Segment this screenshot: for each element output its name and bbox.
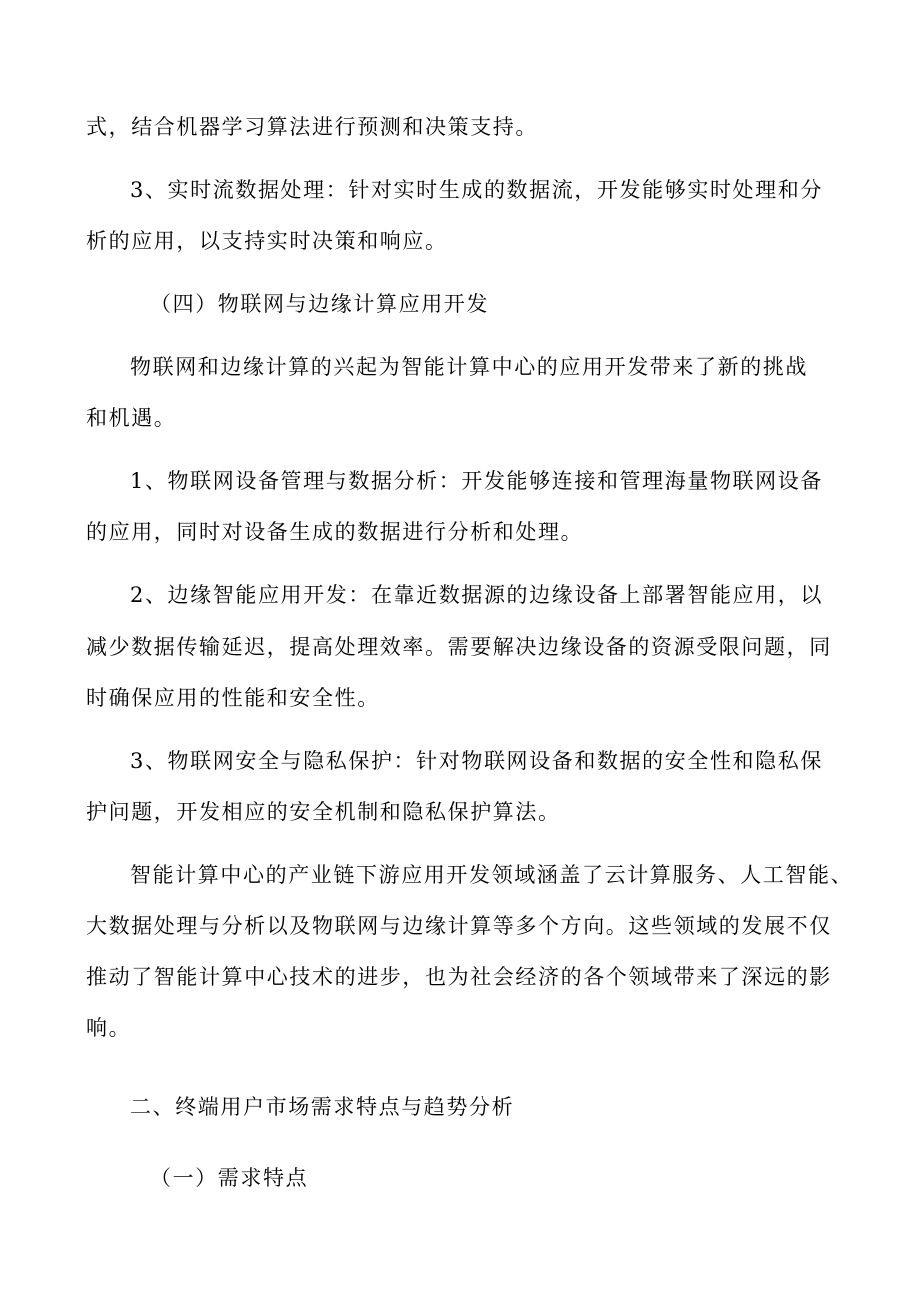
- paragraph-line: 的应用，同时对设备生成的数据进行分析和处理。: [86, 520, 584, 544]
- section-heading: （一）需求特点: [150, 1166, 309, 1190]
- paragraph-line: 大数据处理与分析以及物联网与边缘计算等多个方向。这些领域的发展不仅: [86, 914, 832, 938]
- list-item-line: 3、物联网安全与隐私保护：针对物联网设备和数据的安全性和隐私保: [130, 749, 823, 773]
- paragraph-line: 析的应用，以支持实时决策和响应。: [86, 229, 448, 253]
- list-item-line: 3、实时流数据处理：针对实时生成的数据流，开发能够实时处理和分: [130, 178, 823, 202]
- paragraph-line: 减少数据传输延迟，提高处理效率。需要解决边缘设备的资源受限问题，同: [86, 635, 832, 659]
- paragraph-line: 时确保应用的性能和安全性。: [86, 686, 380, 710]
- paragraph-line: 和机遇。: [86, 406, 177, 430]
- list-item-line: 1、物联网设备管理与数据分析：开发能够连接和管理海量物联网设备: [130, 469, 823, 493]
- paragraph-line: 物联网和边缘计算的兴起为智能计算中心的应用开发带来了新的挑战: [130, 355, 808, 379]
- paragraph-line: 响。: [86, 1016, 132, 1040]
- section-heading: （四）物联网与边缘计算应用开发: [150, 292, 489, 316]
- paragraph-line: 式，结合机器学习算法进行预测和决策支持。: [86, 115, 538, 139]
- chapter-heading: 二、终端用户市场需求特点与趋势分析: [130, 1095, 515, 1119]
- paragraph-line: 智能计算中心的产业链下游应用开发领域涵盖了云计算服务、人工智能、: [130, 863, 854, 887]
- paragraph-line: 推动了智能计算中心技术的进步，也为社会经济的各个领域带来了深远的影: [86, 965, 832, 989]
- list-item-line: 2、边缘智能应用开发：在靠近数据源的边缘设备上部署智能应用，以: [130, 583, 823, 607]
- paragraph-line: 护问题，开发相应的安全机制和隐私保护算法。: [86, 800, 561, 824]
